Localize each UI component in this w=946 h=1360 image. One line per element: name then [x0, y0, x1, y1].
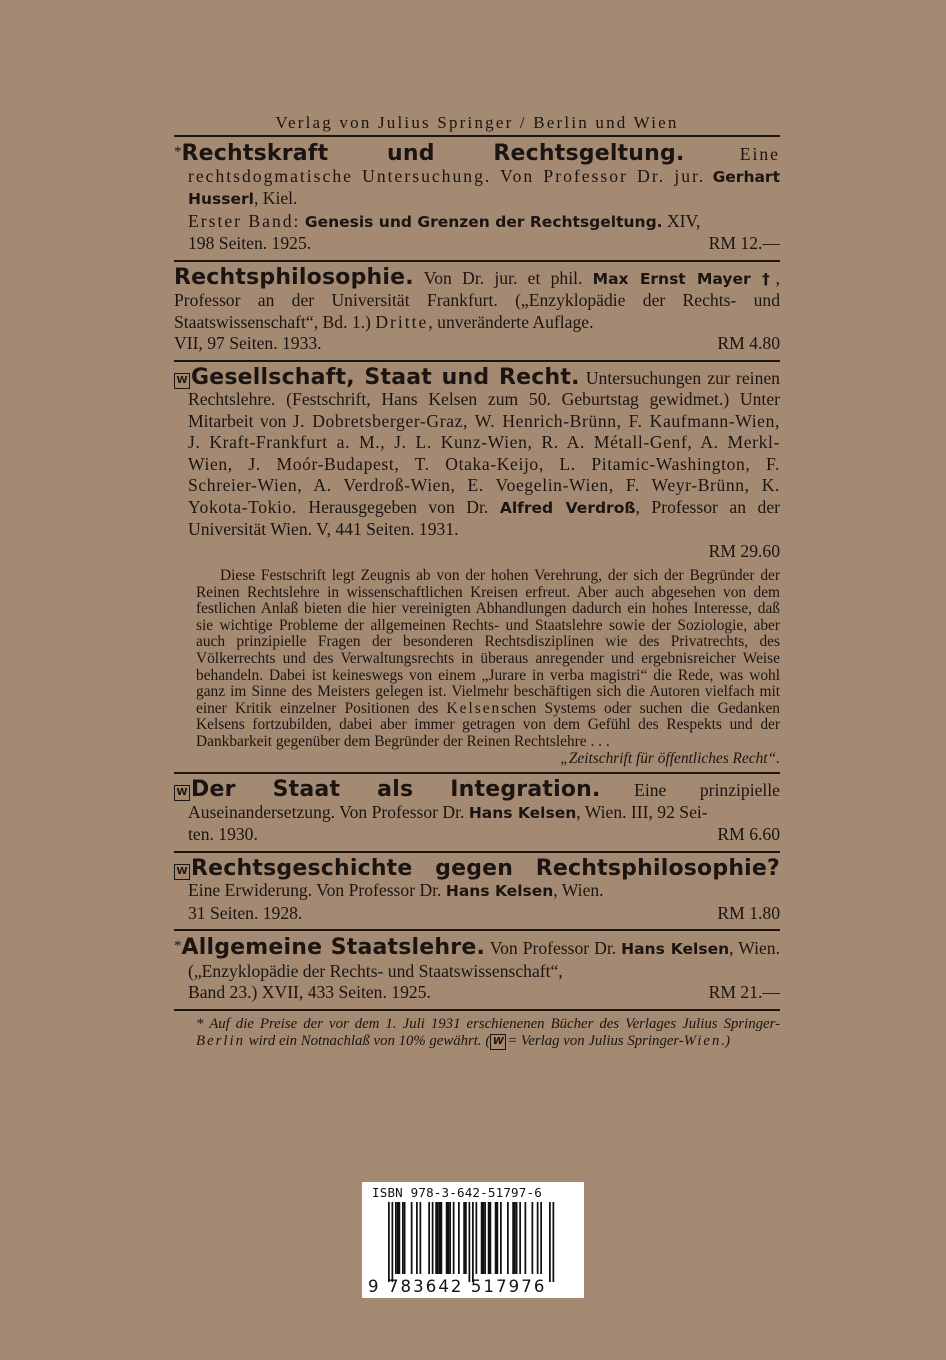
barcode-bar: [483, 1202, 485, 1274]
wien-publisher-icon: W: [490, 1034, 506, 1050]
book-desc: Eine prinzipielle Auseinandersetzung. Von Professor Dr.: [188, 780, 780, 822]
footnote-text: = Verlag von Julius Springer-: [507, 1032, 684, 1049]
wien-publisher-icon: W: [174, 785, 190, 801]
book-subtitle: Genesis und Grenzen der Rechtsgeltung.: [304, 212, 663, 231]
barcode-bar: [439, 1202, 441, 1274]
barcode-bar: [519, 1202, 521, 1274]
barcode-bar: [488, 1202, 490, 1274]
barcode-bar: [490, 1202, 492, 1274]
barcode-bar: [507, 1202, 509, 1274]
barcode-bar: [397, 1202, 399, 1274]
barcode-bar: [392, 1202, 394, 1282]
book-author: Hans Kelsen: [468, 803, 577, 822]
book-title: Rechtsgeschichte gegen Rechtsphilosophie?: [191, 855, 780, 881]
barcode-bar: [453, 1202, 455, 1274]
barcode-bar: [395, 1202, 397, 1274]
review-text-spaced: Kelsen: [446, 699, 502, 717]
barcode-bar: [402, 1202, 404, 1274]
barcode-bar: [411, 1202, 413, 1274]
book-author: Hans Kelsen: [445, 882, 554, 901]
book-pages-year: 198 Seiten. 1925.: [188, 233, 312, 253]
book-meta-line: [174, 333, 780, 355]
barcode-bar: [472, 1202, 474, 1282]
book-price: RM 6.60: [717, 824, 780, 845]
review-text: Diese Festschrift legt Zeugnis ab von der hohen Verehrung, der sich der Begründer der Reinen Rechtslehre in wissenschaftlichen Kreisen erfreut. Aber auch abgesehen von dem festlichen Anlaß bieten die hier vereinigten Abhandlungen dadurch ein hohes Interesse, daß sie wichtige Probleme der allgemeinen Rechts- und Staatslehre sowie der Soziologie, aber auch prinzipielle Fragen der besonderen Rechtsdisziplinen wie des Privatrechts, des Völkerrechts und des Verwaltungsrechts in überaus anregender und ergebnisreicher Weise behandeln. Dabei ist keineswegs von einem „Jurare in verba magistri“ die Rede, was wohl ganz im Sinne des Meisters gelegen ist. Vielmehr beschäftigen sich die Autoren vielfach mit einer Kritik einzelner Positionen des: [196, 567, 780, 717]
book-author: Gerhart Husserl: [188, 167, 780, 208]
book-desc: XIV,: [666, 210, 701, 231]
wien-publisher-icon: W: [174, 373, 190, 389]
barcode-bar: [512, 1202, 514, 1274]
book-pages-year: ten. 1930.: [188, 824, 258, 845]
ean-digits: 9 783642 517976: [368, 1277, 547, 1296]
footnote-text: Auf die Preise der vor dem 1. Juli 1931 erschienenen Bücher des Verlages Julius Springer-: [209, 1015, 780, 1032]
book-editor: Alfred Verdroß: [499, 498, 636, 517]
book-title: Gesellschaft, Staat und Recht.: [191, 364, 580, 390]
barcode-bar: [420, 1202, 422, 1274]
review-quote: [174, 566, 780, 771]
barcode-bar: [469, 1202, 471, 1282]
footnote-text: wird ein Notnachlaß von 10% gewährt.: [248, 1032, 482, 1049]
isbn-label: ISBN 978-3-642-51797-6: [372, 1185, 542, 1200]
book-entry-staat-integration: [174, 774, 780, 850]
barcode-bar: [416, 1202, 418, 1274]
book-meta-line: [188, 982, 780, 1004]
footnote-star: *: [196, 1015, 204, 1032]
footnote-city: Berlin: [196, 1032, 245, 1049]
barcode-bar: [532, 1202, 534, 1274]
barcode-bar: [495, 1202, 497, 1274]
wien-publisher-icon: W: [174, 864, 190, 880]
barcode-bar: [435, 1202, 437, 1274]
barcode-bar: [441, 1202, 443, 1274]
book-desc: Herausgegeben von Dr.: [308, 496, 489, 517]
barcode-bar: [476, 1202, 478, 1274]
book-desc: Von Dr. jur. et phil.: [423, 267, 583, 288]
barcode-bar: [437, 1202, 439, 1274]
footnote-paren: .): [721, 1032, 731, 1049]
barcode-bar: [481, 1202, 483, 1274]
asterisk-mark: *: [174, 938, 182, 955]
contributors: J. Dobretsberger-Graz, W. Henrich-Brünn, F. Kaufmann-Wien, J. Kraft-Frankfurt a. M., J. L. Kunz-Wien, R. A. Métall-Genf, A. Merkl-Wien, J. Moór-Budapest, T. Otaka-Keijo, L. Pitamic-Washington, F. Schreier-Wien, A. Verdroß-Wien, E. Voegelin-Wien, F. Weyr-Brünn, K. Yokota-Tokio.: [188, 410, 780, 517]
price-list-page: [174, 112, 780, 1050]
book-pages-year: VII, 97 Seiten. 1933.: [174, 333, 322, 353]
book-desc: Eine rechtsdogmatische Untersuchung. Von Professor Dr. jur.: [188, 144, 780, 186]
barcode-bar: [448, 1202, 450, 1274]
book-desc: , Professor an der Universität Frankfurt. („Enzyklopädie der Rechts- und Staatswissenschaft“, Bd. 1.): [174, 267, 780, 332]
barcode-bar: [404, 1202, 406, 1274]
barcode-bar: [449, 1202, 451, 1274]
barcode-bar: [484, 1202, 486, 1274]
book-meta-line: [188, 903, 780, 925]
book-title: Rechtsphilosophie.: [174, 264, 414, 290]
book-author: Hans Kelsen: [621, 940, 730, 959]
footnote: [174, 1011, 780, 1050]
book-entry-rechtsgeschichte: [174, 853, 780, 929]
book-desc: , Kiel.: [253, 188, 298, 208]
barcode-bar: [537, 1202, 539, 1274]
barcode-bar: [399, 1202, 401, 1274]
book-pages-year: 31 Seiten. 1928.: [188, 902, 303, 923]
book-entry-staatslehre: [174, 931, 780, 1008]
edition-label: Dritte: [375, 311, 429, 332]
publisher-header: Verlag von Julius Springer / Berlin und Wien: [275, 113, 679, 132]
barcode-bar: [446, 1202, 448, 1274]
book-title: Der Staat als Integration.: [191, 777, 601, 803]
book-desc: Eine Erwiderung. Von Professor Dr.: [188, 880, 442, 901]
book-title: Allgemeine Staatslehre.: [181, 935, 486, 961]
book-desc: , Professor an der Universität Wien. V, 441 Seiten. 1931.: [188, 496, 780, 539]
isbn-barcode: [362, 1182, 584, 1298]
barcode-bar: [463, 1202, 465, 1274]
book-desc: , Wien. III, 92 Sei-: [576, 801, 708, 822]
barcode-bar: [553, 1202, 555, 1282]
book-title: Rechtskraft und Rechtsgeltung.: [181, 141, 685, 166]
barcode-bar: [540, 1202, 542, 1274]
book-desc: , unveränderte Auflage.: [428, 311, 594, 332]
book-price: RM 1.80: [717, 902, 780, 923]
book-author: Max Ernst Mayer †: [592, 269, 776, 288]
book-price: RM 29.60: [708, 540, 780, 561]
barcode-bar: [516, 1202, 518, 1274]
barcode-bar: [432, 1202, 434, 1274]
footnote-paren: (: [485, 1032, 491, 1049]
book-desc: Von Professor Dr.: [489, 938, 617, 959]
barcode-bar: [458, 1202, 460, 1274]
footnote-city: Wien: [683, 1032, 722, 1049]
barcode-bar: [465, 1202, 467, 1274]
barcode-bar: [497, 1202, 499, 1274]
barcode-bar: [500, 1202, 502, 1274]
book-price: RM 12.—: [708, 233, 780, 253]
review-source: „Zeitschrift für öffentliches Recht“.: [560, 749, 780, 767]
barcode-bar: [514, 1202, 516, 1274]
barcode-bar: [549, 1202, 551, 1282]
book-price: RM 4.80: [717, 333, 780, 353]
barcode-bar: [388, 1202, 390, 1282]
review-text: schen Systems oder suchen die Gedanken Kelsens fortzubilden, dabei aber immer getragen von dem Gefühl des Respekts und der Dankbarkeit gegenüber dem Begründer der Reinen Rechtslehre . . .: [196, 699, 780, 750]
book-entry-gesellschaft: [174, 362, 780, 567]
book-meta-line: [188, 824, 780, 846]
book-desc: , Wien.: [553, 880, 604, 901]
book-entry-rechtsphilosophie: [174, 262, 780, 359]
book-price: RM 21.—: [708, 982, 780, 1003]
barcode-bar: [525, 1202, 527, 1274]
book-pages-year: Band 23.) XVII, 433 Seiten. 1925.: [188, 982, 431, 1003]
book-meta-line: [188, 541, 780, 563]
volume-label: Erster Band:: [188, 210, 301, 231]
asterisk-mark: *: [174, 144, 182, 160]
book-entry-rechtskraft: [174, 137, 780, 259]
book-desc: Untersuchungen zur reinen Rechtslehre. (Festschrift, Hans Kelsen zum 50. Geburtstag gewidmet.) Unter Mitarbeit von: [188, 367, 780, 431]
book-meta-line: [188, 233, 780, 255]
book-desc: , Wien. („Enzyklopädie der Rechts- und Staatswissenschaft“,: [188, 938, 780, 981]
barcode-bar: [428, 1202, 430, 1274]
